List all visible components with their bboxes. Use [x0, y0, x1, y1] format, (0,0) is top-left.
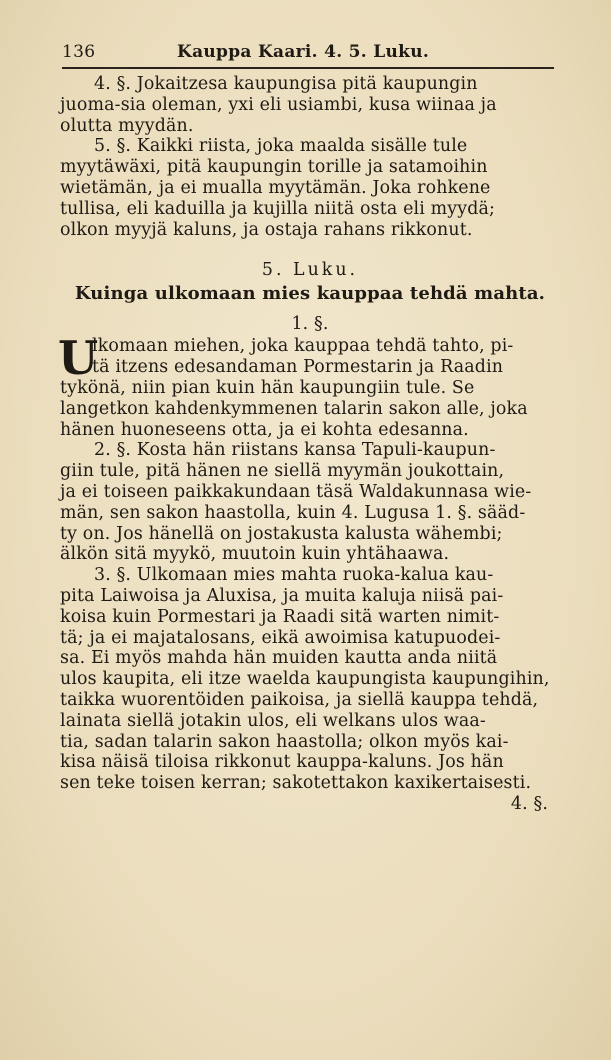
paragraph-section-3 [60, 565, 560, 794]
spacer [60, 240, 560, 260]
page-body [60, 74, 560, 815]
text-line: sa. Ei myös mahda hän muiden kautta anda niitä [60, 648, 498, 669]
catchword: 4. §. [510, 793, 548, 814]
text-line: olutta myydän. [60, 115, 194, 136]
text-line: koisa kuin Pormestari ja Raadi sitä warten nimit- [60, 606, 500, 627]
paragraph-section-5 [60, 136, 560, 240]
text-line: ja ei toiseen paikkakundaan täsä Waldakunnasa wie- [60, 481, 532, 502]
text-line: taikka wuorentöiden paikoisa, ja siellä kauppa tehdä, [60, 689, 539, 710]
text-line: hänen huoneseens otta, ja ei kohta edesanna. [60, 419, 469, 440]
text-line: tullisa, eli kaduilla ja kujilla niitä osta eli myydä; [60, 198, 496, 219]
text-line: lainata siellä jotakin ulos, eli welkans ulos waa- [60, 710, 486, 731]
chapter-subtitle: Kuinga ulkomaan mies kauppaa tehdä mahta. [74, 283, 546, 305]
text-line: tykönä, niin pian kuin hän kaupungiin tule. Se [60, 377, 475, 398]
text-line: tä; ja ei majatalosans, eikä awoimisa katupuodei- [60, 627, 501, 648]
paragraph-section-1 [58, 331, 560, 440]
text-line: tia, sadan talarin sakon haastolla; olkon myös kai- [60, 731, 509, 752]
running-header [62, 40, 554, 68]
text-line: lkomaan miehen, joka kauppaa tehdä tahto, pi- [92, 336, 514, 357]
header-rule [62, 67, 554, 69]
text-line: myytäwäxi, pitä kaupungin torille ja satamoihin [60, 157, 488, 178]
text-line: män, sen sakon haastolla, kuin 4. Lugusa 1. §. sääd- [60, 502, 526, 523]
running-title: Kauppa Kaari. 4. 5. Luku. [177, 42, 430, 62]
text-line: juoma-sia oleman, yxi eli usiambi, kusa wiinaa ja [60, 94, 497, 115]
text-line: langetkon kahdenkymmenen talarin sakon alle, joka [60, 398, 528, 419]
text-line: ty on. Jos hänellä on jostakusta kalusta wähembi; [60, 523, 503, 544]
text-line: 4. §. Jokaitzesa kaupungisa pitä kaupungin [94, 74, 478, 94]
text-line: wietämän, ja ei mualla myytämän. Joka rohkene [60, 177, 491, 198]
text-line: sen teke toisen kerran; sakotettakon kaxikertaisesti. [60, 773, 532, 794]
text-line: 5. §. Kaikki riista, joka maalda sisälle tule [94, 136, 468, 157]
chapter-title: 5. Luku. [261, 260, 359, 281]
text-line: 2. §. Kosta hän riistans kansa Tapuli-kaupun- [94, 440, 496, 461]
text-line: tä itzens edesandaman Pormestarin ja Raadin [92, 357, 504, 378]
text-line: pita Laiwoisa ja Aluxisa, ja muita kaluja niisä pai- [60, 585, 504, 606]
text-line: olkon myyjä kaluns, ja ostaja rahans rikkonut. [60, 219, 473, 240]
text-line: 3. §. Ulkomaan mies mahta ruoka-kalua kau- [94, 565, 494, 586]
text-line: ulos kaupita, eli itze waelda kaupungista kaupungihin, [60, 669, 550, 690]
drop-cap: U [58, 331, 99, 386]
text-line: giin tule, pitä hänen ne siellä myymän joukottain, [60, 461, 505, 482]
section-mark: 1. §. [291, 314, 329, 335]
paragraph-section-2 [60, 440, 560, 565]
page-number: 136 [62, 42, 96, 62]
text-line: kisa näisä tiloisa rikkonut kauppa-kaluns. Jos hän [60, 752, 504, 773]
text-line: älkön sitä myykö, muutoin kuin yhtähaawa. [60, 544, 450, 565]
paragraph-section-4 [60, 74, 560, 136]
